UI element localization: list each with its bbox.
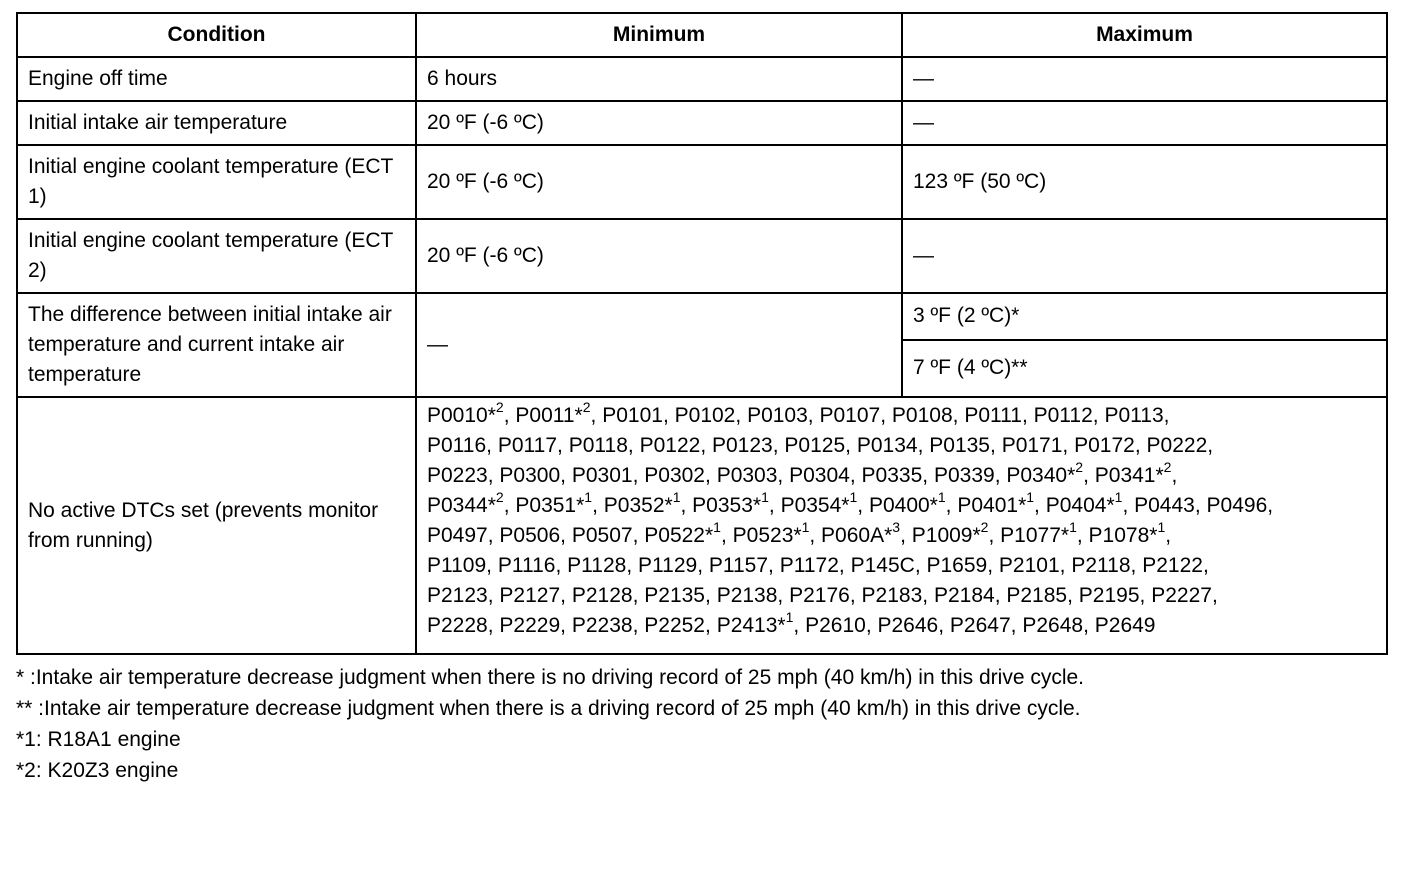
footnote-1: *1: R18A1 engine [16, 728, 181, 751]
dtc-code: P0506, [499, 524, 566, 547]
footnotes [16, 662, 1386, 786]
condition-cell: Engine off time [17, 57, 416, 101]
table-row [17, 145, 1387, 219]
dtc-footnote-ref: 1 [1069, 519, 1077, 535]
dtc-code: P2646, [877, 614, 945, 637]
dtc-footnote-ref: 2 [582, 399, 591, 415]
condition-cell: No active DTCs set (prevents monitor from running) [17, 397, 416, 654]
dtc-code: P1129, [638, 554, 704, 577]
dtc-code: P0222, [1146, 434, 1214, 457]
dtc-code: P0341*$^2$, [1094, 459, 1178, 487]
dtc-code: P2647, [949, 614, 1017, 637]
dtc-code: P0113, [1104, 404, 1170, 427]
dtc-row [17, 397, 1387, 654]
dtc-code: P1172, [779, 554, 845, 577]
dtc-footnote-ref: 2 [495, 489, 504, 505]
header-condition: Condition [17, 13, 416, 57]
dtc-code: P2183, [861, 584, 929, 607]
dtc-footnote-ref: 2 [1075, 459, 1084, 475]
condition-cell: The difference between initial intake air temperature and current intake air temperature [17, 293, 416, 397]
dtc-code: P0112, [1033, 404, 1099, 427]
dtc-footnote-ref: 1 [1157, 519, 1166, 535]
dtc-code: P0339, [933, 464, 1001, 487]
header-minimum: Minimum [416, 13, 902, 57]
dtc-footnote-ref: 1 [672, 489, 681, 505]
dtc-code: P0123, [712, 434, 779, 457]
dtc-code: P0117, [497, 434, 563, 457]
dtc-footnote-ref: 1 [1026, 489, 1035, 505]
minimum-cell: 20 ºF (-6 ºC) [416, 101, 902, 145]
dtc-code: P2128, [571, 584, 639, 607]
dtc-code: P2648, [1022, 614, 1089, 637]
dtc-code: P1078*$^1$, [1088, 519, 1172, 547]
dtc-code: P145C, [850, 554, 921, 577]
dtc-code: P2127, [499, 584, 566, 607]
dtc-footnote-ref: 1 [937, 489, 946, 505]
dtc-code: P0223, [427, 464, 494, 487]
dtc-code: P2649 [1094, 614, 1156, 637]
table-row [17, 57, 1387, 101]
dtc-code: P2135, [644, 584, 711, 607]
dtc-code: P1077*$^1$, [1000, 519, 1083, 547]
dtc-code: P0352*$^1$, [603, 489, 687, 517]
minimum-cell [416, 293, 902, 397]
dtc-code: P2238, [571, 614, 639, 637]
header-maximum: Maximum [902, 13, 1387, 57]
dtc-footnote-ref: 2 [980, 519, 989, 535]
dtc-footnote-ref: 2 [1163, 459, 1172, 475]
dtc-footnote-ref: 1 [584, 489, 593, 505]
minimum-value: — [427, 333, 448, 356]
dtc-code: P2118, [1071, 554, 1137, 577]
dtc-code: P0101, [602, 404, 669, 427]
dtc-footnote-ref: 1 [801, 519, 810, 535]
document-body [16, 12, 1386, 786]
condition-cell: Initial intake air temperature [17, 101, 416, 145]
maximum-cell: — [902, 57, 1387, 101]
dtc-code: P2252, [644, 614, 711, 637]
dtc-code: P0304, [789, 464, 856, 487]
dtc-footnote-ref: 1 [761, 489, 769, 505]
dtc-code: P0102, [674, 404, 742, 427]
dtc-code: P0353*$^1$, [692, 489, 775, 517]
dtc-footnote-ref: 1 [785, 609, 794, 625]
dtc-code: P1116, [497, 554, 562, 577]
footnote-single-asterisk: * :Intake air temperature decrease judgment when there is no driving record of 25 mph (40 km/h) in this drive cycle. [16, 666, 1085, 689]
minimum-cell: 6 hours [416, 57, 902, 101]
dtc-code: P1157, [708, 554, 774, 577]
dtc-code: P0497, [427, 524, 494, 547]
dtc-code: P0507, [571, 524, 639, 547]
maximum-cell-a: 3 ºF (2 ºC)* [902, 293, 1387, 340]
dtc-code: P0300, [499, 464, 566, 487]
dtc-footnote-ref: 1 [713, 519, 721, 535]
dtc-code: P0171, [1001, 434, 1069, 457]
dtc-code: P060A*$^3$, [821, 519, 906, 547]
dtc-code: P0351*$^1$, [515, 489, 598, 517]
maximum-cell-b: 7 ºF (4 ºC)** [902, 340, 1387, 397]
dtc-code: P0344*$^2$, [427, 489, 510, 517]
condition-cell: Initial engine coolant temperature (ECT 1) [17, 145, 416, 219]
dtc-code: P0340*$^2$, [1006, 459, 1089, 487]
dtc-code: P0125, [784, 434, 851, 457]
dtc-code: P1659, [926, 554, 994, 577]
dtc-code: P0172, [1074, 434, 1141, 457]
maximum-cell: — [902, 101, 1387, 145]
dtc-code: P0354*$^1$, [780, 489, 864, 517]
dtc-code: P0116, [427, 434, 493, 457]
dtc-code: P2229, [499, 614, 566, 637]
table-header-row [17, 13, 1387, 57]
dtc-code: P2176, [789, 584, 856, 607]
dtc-code: P0011*$^2$, [515, 399, 597, 427]
dtc-code: P2123, [427, 584, 494, 607]
dtc-code: P0103, [747, 404, 814, 427]
dtc-code: P2228, [427, 614, 494, 637]
dtc-code: P2227, [1151, 584, 1218, 607]
maximum-cell: 123 ºF (50 ºC) [902, 145, 1387, 219]
dtc-code: P2610, [805, 614, 872, 637]
dtc-code: P0135, [929, 434, 996, 457]
table-row [17, 101, 1387, 145]
minimum-cell: 20 ºF (-6 ºC) [416, 145, 902, 219]
dtc-code: P1009*$^2$, [911, 519, 995, 547]
dtc-code: P2413*$^1$, [716, 609, 800, 637]
dtc-code: P0302, [644, 464, 711, 487]
minimum-cell: 20 ºF (-6 ºC) [416, 219, 902, 293]
dtc-code: P0496, [1206, 494, 1274, 517]
dtc-footnote-ref: 3 [892, 519, 901, 535]
table-row [17, 219, 1387, 293]
condition-cell: Initial engine coolant temperature (ECT 2) [17, 219, 416, 293]
dtc-code: P2101, [998, 554, 1066, 577]
dtc-code: P2195, [1078, 584, 1146, 607]
dtc-code: P2184, [933, 584, 1001, 607]
conditions-table [16, 12, 1388, 655]
dtc-list [416, 397, 1387, 654]
dtc-footnote-ref: 2 [495, 399, 504, 415]
dtc-footnote-ref: 1 [1114, 489, 1123, 505]
maximum-cell: — [902, 219, 1387, 293]
dtc-code: P0303, [716, 464, 784, 487]
footnote-double-asterisk: ** :Intake air temperature decrease judgment when there is a driving record of 25 mph (40 km/h) in this drive cycle. [16, 697, 1081, 720]
dtc-code: P0111, [964, 404, 1028, 427]
dtc-code: P2185, [1006, 584, 1073, 607]
dtc-code: P0400*$^1$, [868, 489, 952, 517]
dtc-code: P0404*$^1$, [1045, 489, 1129, 517]
dtc-code: P0523*$^1$, [732, 519, 816, 547]
dtc-code: P2122, [1142, 554, 1209, 577]
dtc-code: P0107, [819, 404, 887, 427]
dtc-code: P0401*$^1$, [957, 489, 1040, 517]
dtc-code: P0301, [571, 464, 639, 487]
dtc-code: P0118, [568, 434, 634, 457]
footnote-2: *2: K20Z3 engine [16, 759, 179, 782]
dtc-code: P0443, [1134, 494, 1201, 517]
dtc-code: P0010*$^2$, [427, 399, 510, 427]
table-row [17, 293, 1387, 340]
dtc-code: P0522*$^1$, [644, 519, 727, 547]
dtc-code: P1128, [567, 554, 633, 577]
dtc-code: P1109, [427, 554, 493, 577]
dtc-footnote-ref: 1 [849, 489, 858, 505]
dtc-code: P0134, [856, 434, 924, 457]
dtc-code: P2138, [716, 584, 784, 607]
dtc-code: P0335, [861, 464, 929, 487]
dtc-code: P0122, [639, 434, 707, 457]
dtc-code: P0108, [891, 404, 959, 427]
